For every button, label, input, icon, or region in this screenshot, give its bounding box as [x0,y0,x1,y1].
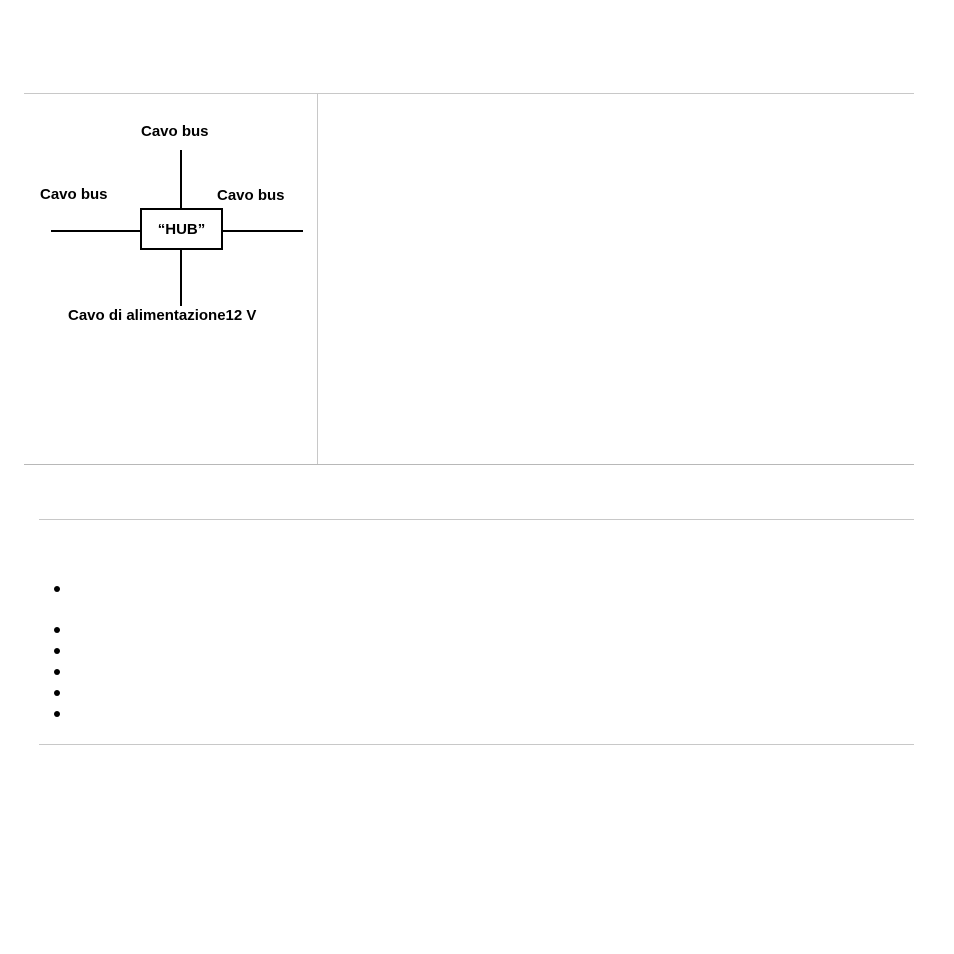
label-cable-left: Cavo bus [40,186,108,203]
bullet-point-6 [54,711,60,717]
bullet-point-3 [54,648,60,654]
label-power-cable: Cavo di alimentazione12 V [68,307,257,324]
list-top-rule [39,519,914,520]
hub-label: “HUB” [157,220,206,238]
wire-top [180,150,182,208]
bullet-point-2 [54,627,60,633]
table-bottom-rule [24,464,914,465]
label-cable-top: Cavo bus [141,123,209,140]
wire-right [223,230,303,232]
wire-left [51,230,140,232]
bullet-point-5 [54,690,60,696]
label-cable-right: Cavo bus [217,187,285,204]
wire-bottom [180,250,182,306]
table-top-rule [24,93,914,94]
bullet-point-1 [54,586,60,592]
list-bottom-rule [39,744,914,745]
bullet-point-4 [54,669,60,675]
table-column-divider [317,93,318,464]
hub-box [140,208,223,250]
